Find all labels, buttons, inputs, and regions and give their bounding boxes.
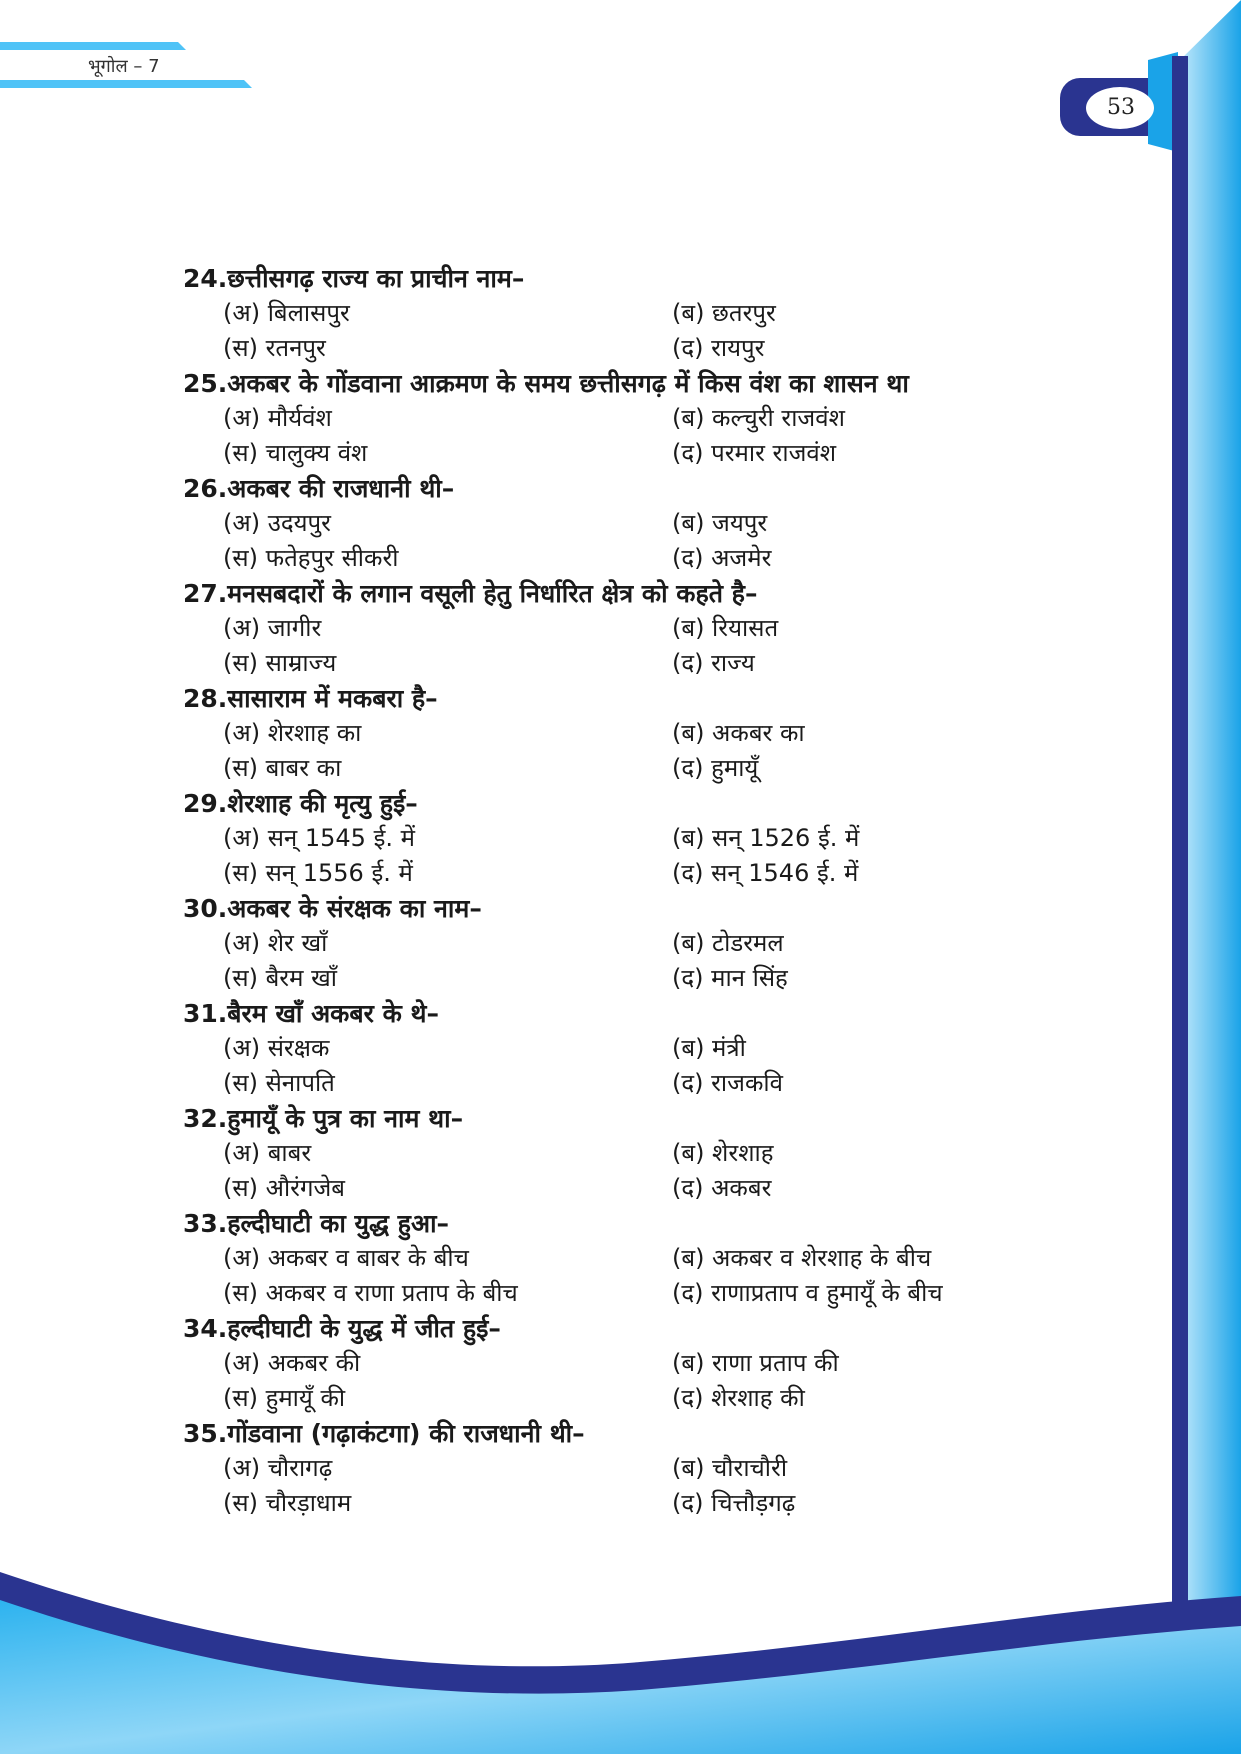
answer-option: (अ) चौरागढ़ [223, 1454, 333, 1482]
option-row [183, 541, 1143, 576]
answer-option: (स) हुमायूँ की [223, 1384, 346, 1412]
answer-option: (ब) सन् 1526 ई. में [672, 824, 860, 852]
answer-option: (द) शेरशाह की [672, 1384, 805, 1412]
option-row [183, 751, 1143, 786]
header-subject-label: भूगोल – 7 [88, 56, 160, 77]
answer-option: (अ) शेर खाँ [223, 929, 328, 957]
answer-option: (ब) मंत्री [672, 1034, 746, 1062]
option-row [183, 611, 1143, 646]
option-row [183, 1451, 1143, 1486]
answer-option: (द) राणाप्रताप व हुमायूँ के बीच [672, 1279, 943, 1307]
option-row [183, 436, 1143, 471]
answer-option: (ब) शेरशाह [672, 1139, 774, 1167]
question-block [183, 891, 1143, 996]
question-title: 31.बैरम खाँ अकबर के थे– [183, 999, 439, 1028]
answer-option: (स) बाबर का [223, 754, 342, 782]
answer-option: (द) रायपुर [672, 334, 765, 362]
option-row [183, 296, 1143, 331]
answer-option: (अ) मौर्यवंश [223, 404, 332, 432]
answer-option: (अ) जागीर [223, 614, 322, 642]
option-row [183, 331, 1143, 366]
option-row [183, 926, 1143, 961]
answer-option: (ब) राणा प्रताप की [672, 1349, 839, 1377]
answer-option: (द) परमार राजवंश [672, 439, 837, 467]
answer-option: (स) औरंगजेब [223, 1174, 345, 1202]
question-title: 25.अकबर के गोंडवाना आक्रमण के समय छत्तीसगढ़ में किस वंश का शासन था [183, 369, 909, 398]
question-block [183, 786, 1143, 891]
question-title: 27.मनसबदारों के लगान वसूली हेतु निर्धारित क्षेत्र को कहते है– [183, 579, 758, 608]
answer-option: (द) सन् 1546 ई. में [672, 859, 859, 887]
answer-option: (द) मान सिंह [672, 964, 788, 992]
option-row [183, 1171, 1143, 1206]
answer-option: (स) रतनपुर [223, 334, 326, 362]
answer-option: (अ) अकबर व बाबर के बीच [223, 1244, 469, 1272]
answer-option: (ब) टोडरमल [672, 929, 784, 957]
answer-option: (अ) सन् 1545 ई. में [223, 824, 415, 852]
answer-option: (स) चालुक्य वंश [223, 439, 368, 467]
answer-option: (स) सेनापति [223, 1069, 335, 1097]
answer-option: (ब) कल्चुरी राजवंश [672, 404, 845, 432]
option-row [183, 1276, 1143, 1311]
question-title: 29.शेरशाह की मृत्यु हुई– [183, 789, 418, 818]
question-title: 30.अकबर के संरक्षक का नाम– [183, 894, 482, 923]
answer-option: (ब) जयपुर [672, 509, 768, 537]
answer-option: (स) सन् 1556 ई. में [223, 859, 413, 887]
option-row [183, 716, 1143, 751]
answer-option: (स) बैरम खाँ [223, 964, 337, 992]
question-title: 34.हल्दीघाटी के युद्ध में जीत हुई– [183, 1314, 501, 1343]
question-title: 35.गोंडवाना (गढ़ाकंटगा) की राजधानी थी– [183, 1419, 585, 1448]
question-list [183, 261, 1143, 1521]
question-title: 28.सासाराम में मकबरा है– [183, 684, 438, 713]
option-row [183, 506, 1143, 541]
answer-option: (ब) चौराचौरी [672, 1454, 788, 1482]
question-block [183, 471, 1143, 576]
option-row [183, 1346, 1143, 1381]
answer-option: (अ) बाबर [223, 1139, 312, 1167]
option-row [183, 1066, 1143, 1101]
question-block [183, 1206, 1143, 1311]
answer-option: (द) हुमायूँ [672, 754, 759, 782]
answer-option: (ब) अकबर व शेरशाह के बीच [672, 1244, 932, 1272]
option-row [183, 961, 1143, 996]
question-title: 33.हल्दीघाटी का युद्ध हुआ– [183, 1209, 449, 1238]
question-title: 24.छत्तीसगढ़ राज्य का प्राचीन नाम– [183, 264, 525, 293]
answer-option: (द) अजमेर [672, 544, 772, 572]
answer-option: (अ) संरक्षक [223, 1034, 330, 1062]
option-row [183, 1241, 1143, 1276]
question-title: 26.अकबर की राजधानी थी– [183, 474, 455, 503]
answer-option: (ब) अकबर का [672, 719, 805, 747]
answer-option: (द) राजकवि [672, 1069, 783, 1097]
option-row [183, 1381, 1143, 1416]
question-block [183, 681, 1143, 786]
question-block [183, 366, 1143, 471]
question-title: 32.हुमायूँ के पुत्र का नाम था– [183, 1104, 464, 1133]
question-block [183, 1416, 1143, 1521]
page-number: 53 [1107, 95, 1135, 120]
answer-option: (अ) उदयपुर [223, 509, 331, 537]
question-block [183, 261, 1143, 366]
answer-option: (ब) छतरपुर [672, 299, 776, 327]
answer-option: (स) चौरड़ाधाम [223, 1489, 352, 1517]
option-row [183, 821, 1143, 856]
question-block [183, 576, 1143, 681]
bottom-wave [0, 1572, 1241, 1754]
option-row [183, 1031, 1143, 1066]
answer-option: (द) चित्तौड़गढ़ [672, 1489, 796, 1517]
answer-option: (द) राज्य [672, 649, 755, 677]
option-row [183, 856, 1143, 891]
option-row [183, 646, 1143, 681]
question-block [183, 1311, 1143, 1416]
answer-option: (ब) रियासत [672, 614, 779, 642]
option-row [183, 1486, 1143, 1521]
option-row [183, 401, 1143, 436]
question-block [183, 996, 1143, 1101]
question-block [183, 1101, 1143, 1206]
answer-option: (स) साम्राज्य [223, 649, 337, 677]
answer-option: (स) फतेहपुर सीकरी [223, 544, 399, 572]
answer-option: (स) अकबर व राणा प्रताप के बीच [223, 1279, 518, 1307]
answer-option: (अ) शेरशाह का [223, 719, 362, 747]
answer-option: (अ) अकबर की [223, 1349, 361, 1377]
option-row [183, 1136, 1143, 1171]
answer-option: (द) अकबर [672, 1174, 772, 1202]
answer-option: (अ) बिलासपुर [223, 299, 350, 327]
side-panel [1180, 0, 1241, 1754]
